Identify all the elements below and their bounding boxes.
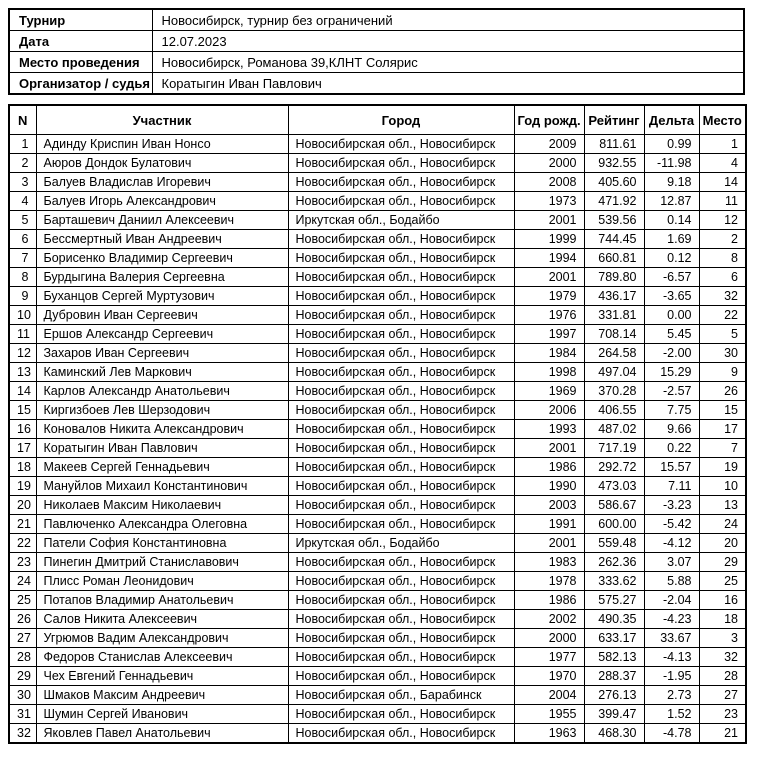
table-row xyxy=(9,439,746,458)
cell-city: Новосибирская обл., Новосибирск xyxy=(288,135,514,154)
cell-place: 1 xyxy=(699,135,746,154)
cell-number: 23 xyxy=(9,553,36,572)
cell-number: 18 xyxy=(9,458,36,477)
cell-delta: 0.14 xyxy=(644,211,699,230)
cell-number: 31 xyxy=(9,705,36,724)
cell-place: 5 xyxy=(699,325,746,344)
cell-number: 30 xyxy=(9,686,36,705)
cell-place: 8 xyxy=(699,249,746,268)
cell-number: 5 xyxy=(9,211,36,230)
cell-city: Новосибирская обл., Новосибирск xyxy=(288,629,514,648)
table-row xyxy=(9,268,746,287)
cell-birth-year: 2001 xyxy=(514,534,584,553)
cell-participant: Угрюмов Вадим Александрович xyxy=(36,629,288,648)
cell-place: 2 xyxy=(699,230,746,249)
cell-place: 24 xyxy=(699,515,746,534)
column-header-place: Место xyxy=(699,105,746,135)
info-label-venue: Место проведения xyxy=(9,52,152,73)
results-table-body xyxy=(9,135,746,744)
cell-rating: 436.17 xyxy=(584,287,644,306)
cell-rating: 468.30 xyxy=(584,724,644,744)
cell-place: 16 xyxy=(699,591,746,610)
cell-birth-year: 1994 xyxy=(514,249,584,268)
cell-city: Новосибирская обл., Новосибирск xyxy=(288,306,514,325)
cell-birth-year: 1990 xyxy=(514,477,584,496)
cell-city: Новосибирская обл., Новосибирск xyxy=(288,591,514,610)
cell-city: Иркутская обл., Бодайбо xyxy=(288,211,514,230)
table-row xyxy=(9,686,746,705)
cell-participant: Борисенко Владимир Сергеевич xyxy=(36,249,288,268)
cell-place: 28 xyxy=(699,667,746,686)
cell-birth-year: 2008 xyxy=(514,173,584,192)
cell-delta: 7.75 xyxy=(644,401,699,420)
cell-rating: 539.56 xyxy=(584,211,644,230)
cell-city: Новосибирская обл., Новосибирск xyxy=(288,287,514,306)
cell-number: 6 xyxy=(9,230,36,249)
cell-birth-year: 1973 xyxy=(514,192,584,211)
cell-participant: Плисс Роман Леонидович xyxy=(36,572,288,591)
cell-participant: Шумин Сергей Иванович xyxy=(36,705,288,724)
cell-delta: 0.12 xyxy=(644,249,699,268)
cell-birth-year: 2003 xyxy=(514,496,584,515)
table-row xyxy=(9,306,746,325)
cell-delta: 33.67 xyxy=(644,629,699,648)
cell-number: 25 xyxy=(9,591,36,610)
cell-rating: 288.37 xyxy=(584,667,644,686)
column-header-delta: Дельта xyxy=(644,105,699,135)
cell-number: 1 xyxy=(9,135,36,154)
cell-rating: 473.03 xyxy=(584,477,644,496)
cell-place: 9 xyxy=(699,363,746,382)
table-row xyxy=(9,572,746,591)
cell-place: 21 xyxy=(699,724,746,744)
cell-place: 18 xyxy=(699,610,746,629)
cell-rating: 600.00 xyxy=(584,515,644,534)
info-value-date: 12.07.2023 xyxy=(152,31,744,52)
table-row xyxy=(9,173,746,192)
table-row xyxy=(9,629,746,648)
cell-participant: Чех Евгений Геннадьевич xyxy=(36,667,288,686)
cell-city: Новосибирская обл., Новосибирск xyxy=(288,382,514,401)
cell-number: 16 xyxy=(9,420,36,439)
table-row xyxy=(9,192,746,211)
cell-rating: 276.13 xyxy=(584,686,644,705)
cell-number: 10 xyxy=(9,306,36,325)
cell-place: 30 xyxy=(699,344,746,363)
cell-city: Новосибирская обл., Новосибирск xyxy=(288,667,514,686)
cell-rating: 633.17 xyxy=(584,629,644,648)
table-row xyxy=(9,344,746,363)
table-row xyxy=(9,553,746,572)
cell-participant: Шмаков Максим Андреевич xyxy=(36,686,288,705)
cell-rating: 471.92 xyxy=(584,192,644,211)
column-header-city: Город xyxy=(288,105,514,135)
info-row-date xyxy=(9,31,744,52)
cell-delta: -2.04 xyxy=(644,591,699,610)
cell-delta: -2.00 xyxy=(644,344,699,363)
cell-rating: 582.13 xyxy=(584,648,644,667)
info-value-venue: Новосибирск, Романова 39,КЛНТ Солярис xyxy=(152,52,744,73)
cell-place: 3 xyxy=(699,629,746,648)
cell-rating: 708.14 xyxy=(584,325,644,344)
cell-city: Новосибирская обл., Новосибирск xyxy=(288,439,514,458)
cell-birth-year: 2000 xyxy=(514,629,584,648)
cell-participant: Салов Никита Алексеевич xyxy=(36,610,288,629)
tournament-info-table xyxy=(8,8,745,95)
cell-rating: 262.36 xyxy=(584,553,644,572)
cell-number: 32 xyxy=(9,724,36,744)
cell-place: 11 xyxy=(699,192,746,211)
cell-participant: Балуев Игорь Александрович xyxy=(36,192,288,211)
table-row xyxy=(9,287,746,306)
cell-birth-year: 1998 xyxy=(514,363,584,382)
cell-participant: Дубровин Иван Сергеевич xyxy=(36,306,288,325)
cell-city: Новосибирская обл., Новосибирск xyxy=(288,230,514,249)
cell-participant: Коновалов Никита Александрович xyxy=(36,420,288,439)
cell-number: 22 xyxy=(9,534,36,553)
cell-city: Новосибирская обл., Новосибирск xyxy=(288,249,514,268)
cell-place: 12 xyxy=(699,211,746,230)
cell-city: Новосибирская обл., Новосибирск xyxy=(288,192,514,211)
cell-place: 7 xyxy=(699,439,746,458)
cell-place: 10 xyxy=(699,477,746,496)
column-header-birth-year: Год рожд. xyxy=(514,105,584,135)
info-row-organizer xyxy=(9,73,744,95)
cell-city: Новосибирская обл., Новосибирск xyxy=(288,724,514,744)
cell-place: 6 xyxy=(699,268,746,287)
cell-rating: 292.72 xyxy=(584,458,644,477)
cell-delta: 15.29 xyxy=(644,363,699,382)
cell-birth-year: 1955 xyxy=(514,705,584,724)
cell-place: 32 xyxy=(699,648,746,667)
table-row xyxy=(9,458,746,477)
cell-delta: 15.57 xyxy=(644,458,699,477)
results-table xyxy=(8,104,747,744)
cell-birth-year: 2001 xyxy=(514,439,584,458)
table-row xyxy=(9,496,746,515)
cell-delta: 7.11 xyxy=(644,477,699,496)
cell-delta: 12.87 xyxy=(644,192,699,211)
cell-number: 7 xyxy=(9,249,36,268)
cell-birth-year: 1969 xyxy=(514,382,584,401)
cell-delta: -11.98 xyxy=(644,154,699,173)
cell-delta: 5.88 xyxy=(644,572,699,591)
cell-birth-year: 2000 xyxy=(514,154,584,173)
cell-participant: Ершов Александр Сергеевич xyxy=(36,325,288,344)
cell-city: Новосибирская обл., Новосибирск xyxy=(288,325,514,344)
cell-birth-year: 1999 xyxy=(514,230,584,249)
cell-city: Новосибирская обл., Новосибирск xyxy=(288,515,514,534)
cell-birth-year: 2009 xyxy=(514,135,584,154)
cell-city: Новосибирская обл., Новосибирск xyxy=(288,458,514,477)
cell-city: Новосибирская обл., Новосибирск xyxy=(288,344,514,363)
cell-participant: Потапов Владимир Анатольевич xyxy=(36,591,288,610)
cell-participant: Буханцов Сергей Муртузович xyxy=(36,287,288,306)
info-value-organizer: Коратыгин Иван Павлович xyxy=(152,73,744,95)
cell-rating: 490.35 xyxy=(584,610,644,629)
cell-number: 9 xyxy=(9,287,36,306)
cell-birth-year: 1977 xyxy=(514,648,584,667)
cell-delta: 0.99 xyxy=(644,135,699,154)
cell-birth-year: 2002 xyxy=(514,610,584,629)
cell-number: 14 xyxy=(9,382,36,401)
cell-delta: 1.52 xyxy=(644,705,699,724)
cell-participant: Бурдыгина Валерия Сергеевна xyxy=(36,268,288,287)
cell-number: 21 xyxy=(9,515,36,534)
cell-city: Новосибирская обл., Новосибирск xyxy=(288,648,514,667)
cell-number: 15 xyxy=(9,401,36,420)
results-header-row xyxy=(9,105,746,135)
cell-rating: 497.04 xyxy=(584,363,644,382)
cell-delta: 0.22 xyxy=(644,439,699,458)
cell-place: 19 xyxy=(699,458,746,477)
cell-rating: 744.45 xyxy=(584,230,644,249)
cell-participant: Киргизбоев Лев Шерзодович xyxy=(36,401,288,420)
cell-place: 27 xyxy=(699,686,746,705)
cell-rating: 932.55 xyxy=(584,154,644,173)
table-row xyxy=(9,135,746,154)
info-row-venue xyxy=(9,52,744,73)
cell-number: 29 xyxy=(9,667,36,686)
cell-rating: 399.47 xyxy=(584,705,644,724)
cell-city: Новосибирская обл., Новосибирск xyxy=(288,154,514,173)
cell-birth-year: 2006 xyxy=(514,401,584,420)
cell-number: 24 xyxy=(9,572,36,591)
cell-place: 22 xyxy=(699,306,746,325)
cell-place: 13 xyxy=(699,496,746,515)
cell-city: Новосибирская обл., Новосибирск xyxy=(288,363,514,382)
table-row xyxy=(9,515,746,534)
cell-participant: Карлов Александр Анатольевич xyxy=(36,382,288,401)
table-row xyxy=(9,249,746,268)
cell-birth-year: 1986 xyxy=(514,458,584,477)
cell-rating: 660.81 xyxy=(584,249,644,268)
cell-birth-year: 1997 xyxy=(514,325,584,344)
cell-place: 20 xyxy=(699,534,746,553)
table-row xyxy=(9,154,746,173)
cell-city: Новосибирская обл., Новосибирск xyxy=(288,420,514,439)
cell-rating: 333.62 xyxy=(584,572,644,591)
table-row xyxy=(9,382,746,401)
table-row xyxy=(9,534,746,553)
info-value-tournament: Новосибирск, турнир без ограничений xyxy=(152,9,744,31)
cell-number: 3 xyxy=(9,173,36,192)
column-header-rating: Рейтинг xyxy=(584,105,644,135)
cell-birth-year: 1986 xyxy=(514,591,584,610)
cell-birth-year: 1979 xyxy=(514,287,584,306)
cell-number: 27 xyxy=(9,629,36,648)
cell-rating: 575.27 xyxy=(584,591,644,610)
cell-delta: -4.12 xyxy=(644,534,699,553)
table-row xyxy=(9,325,746,344)
cell-place: 29 xyxy=(699,553,746,572)
cell-city: Новосибирская обл., Новосибирск xyxy=(288,705,514,724)
cell-birth-year: 1963 xyxy=(514,724,584,744)
table-row xyxy=(9,610,746,629)
table-row xyxy=(9,230,746,249)
info-row-tournament xyxy=(9,9,744,31)
table-row xyxy=(9,591,746,610)
cell-birth-year: 2001 xyxy=(514,211,584,230)
cell-city: Новосибирская обл., Барабинск xyxy=(288,686,514,705)
cell-participant: Пинегин Дмитрий Станиславович xyxy=(36,553,288,572)
cell-participant: Балуев Владислав Игоревич xyxy=(36,173,288,192)
table-row xyxy=(9,724,746,744)
cell-delta: 2.73 xyxy=(644,686,699,705)
cell-delta: 9.66 xyxy=(644,420,699,439)
cell-participant: Каминский Лев Маркович xyxy=(36,363,288,382)
cell-delta: -6.57 xyxy=(644,268,699,287)
cell-birth-year: 2001 xyxy=(514,268,584,287)
cell-delta: 9.18 xyxy=(644,173,699,192)
cell-participant: Барташевич Даниил Алексеевич xyxy=(36,211,288,230)
table-row xyxy=(9,477,746,496)
cell-rating: 331.81 xyxy=(584,306,644,325)
cell-delta: -3.65 xyxy=(644,287,699,306)
cell-rating: 559.48 xyxy=(584,534,644,553)
cell-place: 23 xyxy=(699,705,746,724)
cell-participant: Макеев Сергей Геннадьевич xyxy=(36,458,288,477)
cell-birth-year: 1976 xyxy=(514,306,584,325)
table-row xyxy=(9,648,746,667)
cell-participant: Николаев Максим Николаевич xyxy=(36,496,288,515)
cell-delta: 1.69 xyxy=(644,230,699,249)
cell-participant: Павлюченко Александра Олеговна xyxy=(36,515,288,534)
cell-city: Новосибирская обл., Новосибирск xyxy=(288,268,514,287)
cell-place: 26 xyxy=(699,382,746,401)
cell-place: 15 xyxy=(699,401,746,420)
table-row xyxy=(9,401,746,420)
cell-birth-year: 1978 xyxy=(514,572,584,591)
cell-number: 8 xyxy=(9,268,36,287)
cell-city: Новосибирская обл., Новосибирск xyxy=(288,610,514,629)
cell-birth-year: 1983 xyxy=(514,553,584,572)
cell-birth-year: 1970 xyxy=(514,667,584,686)
cell-participant: Бессмертный Иван Андреевич xyxy=(36,230,288,249)
table-row xyxy=(9,420,746,439)
cell-participant: Яковлев Павел Анатольевич xyxy=(36,724,288,744)
cell-number: 20 xyxy=(9,496,36,515)
cell-delta: -4.13 xyxy=(644,648,699,667)
cell-participant: Федоров Станислав Алексеевич xyxy=(36,648,288,667)
cell-place: 4 xyxy=(699,154,746,173)
cell-rating: 717.19 xyxy=(584,439,644,458)
cell-city: Иркутская обл., Бодайбо xyxy=(288,534,514,553)
cell-number: 26 xyxy=(9,610,36,629)
table-row xyxy=(9,667,746,686)
cell-delta: 5.45 xyxy=(644,325,699,344)
cell-delta: -2.57 xyxy=(644,382,699,401)
cell-birth-year: 1991 xyxy=(514,515,584,534)
cell-birth-year: 2004 xyxy=(514,686,584,705)
cell-rating: 264.58 xyxy=(584,344,644,363)
cell-delta: -1.95 xyxy=(644,667,699,686)
cell-rating: 586.67 xyxy=(584,496,644,515)
cell-city: Новосибирская обл., Новосибирск xyxy=(288,496,514,515)
cell-rating: 370.28 xyxy=(584,382,644,401)
cell-delta: 0.00 xyxy=(644,306,699,325)
cell-city: Новосибирская обл., Новосибирск xyxy=(288,401,514,420)
cell-number: 13 xyxy=(9,363,36,382)
cell-participant: Адинду Криспин Иван Нонсо xyxy=(36,135,288,154)
cell-city: Новосибирская обл., Новосибирск xyxy=(288,553,514,572)
cell-participant: Коратыгин Иван Павлович xyxy=(36,439,288,458)
cell-participant: Мануйлов Михаил Константинович xyxy=(36,477,288,496)
cell-number: 19 xyxy=(9,477,36,496)
cell-rating: 405.60 xyxy=(584,173,644,192)
cell-participant: Аюров Дондок Булатович xyxy=(36,154,288,173)
cell-delta: 3.07 xyxy=(644,553,699,572)
cell-rating: 811.61 xyxy=(584,135,644,154)
cell-rating: 406.55 xyxy=(584,401,644,420)
info-label-organizer: Организатор / судья xyxy=(9,73,152,95)
cell-place: 17 xyxy=(699,420,746,439)
cell-rating: 487.02 xyxy=(584,420,644,439)
cell-number: 28 xyxy=(9,648,36,667)
cell-delta: -3.23 xyxy=(644,496,699,515)
cell-number: 12 xyxy=(9,344,36,363)
info-label-date: Дата xyxy=(9,31,152,52)
table-row xyxy=(9,705,746,724)
table-row xyxy=(9,363,746,382)
cell-city: Новосибирская обл., Новосибирск xyxy=(288,572,514,591)
cell-participant: Захаров Иван Сергеевич xyxy=(36,344,288,363)
cell-delta: -4.78 xyxy=(644,724,699,744)
cell-place: 25 xyxy=(699,572,746,591)
column-header-participant: Участник xyxy=(36,105,288,135)
info-label-tournament: Турнир xyxy=(9,9,152,31)
cell-delta: -4.23 xyxy=(644,610,699,629)
cell-rating: 789.80 xyxy=(584,268,644,287)
cell-birth-year: 1993 xyxy=(514,420,584,439)
cell-number: 17 xyxy=(9,439,36,458)
cell-number: 2 xyxy=(9,154,36,173)
cell-number: 4 xyxy=(9,192,36,211)
cell-city: Новосибирская обл., Новосибирск xyxy=(288,173,514,192)
cell-place: 14 xyxy=(699,173,746,192)
cell-place: 32 xyxy=(699,287,746,306)
cell-birth-year: 1984 xyxy=(514,344,584,363)
column-header-n: N xyxy=(9,105,36,135)
cell-participant: Патели София Константиновна xyxy=(36,534,288,553)
cell-number: 11 xyxy=(9,325,36,344)
cell-delta: -5.42 xyxy=(644,515,699,534)
table-row xyxy=(9,211,746,230)
cell-city: Новосибирская обл., Новосибирск xyxy=(288,477,514,496)
